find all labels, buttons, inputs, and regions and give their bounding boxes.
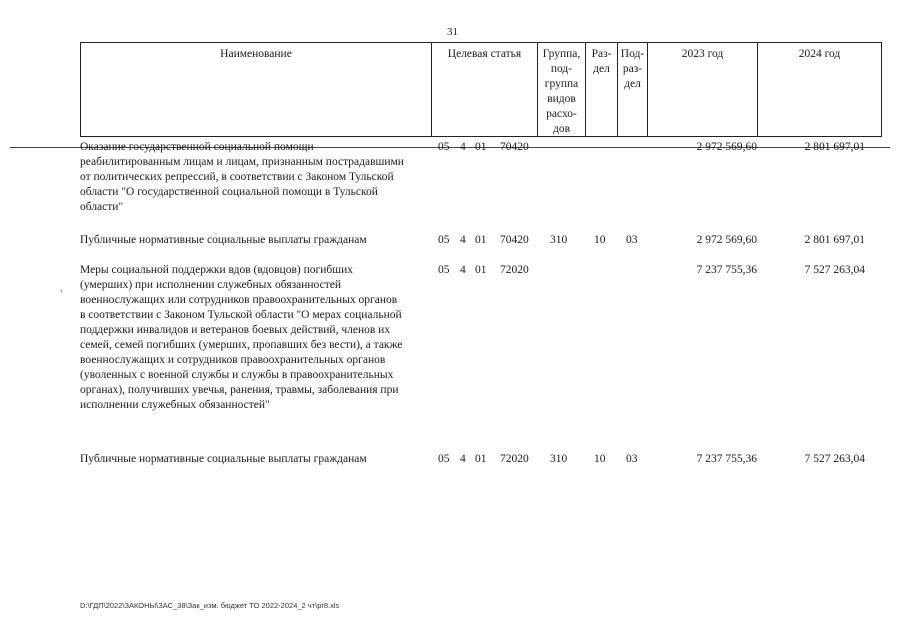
- amount-2024: 2 801 697,01: [804, 141, 865, 153]
- table-header: [80, 42, 882, 137]
- subsection: 03: [626, 453, 638, 465]
- header-year-2024: 2024 год: [798, 48, 841, 60]
- header-year-2023: 2023 год: [648, 43, 758, 136]
- target-code-part: 01: [475, 264, 487, 276]
- target-code-part: 4: [460, 141, 466, 153]
- target-code-part: 01: [475, 453, 487, 465]
- row-name: Публичные нормативные социальные выплаты гражданам: [80, 234, 367, 246]
- margin-mark: ,: [60, 283, 63, 294]
- target-code-part: 05: [438, 234, 450, 246]
- target-code-part: 72020: [500, 453, 529, 465]
- row-name: Оказание государственной социальной помощи реабилитированным лицам и лицам, признанным пострадавшими от политических репрессий, в соответствии с Законом Тульской области "О государственной социальной помощи в Тульской области": [80, 141, 404, 213]
- header-subsection: Под- раз- дел: [618, 43, 648, 136]
- target-code-part: 01: [475, 141, 487, 153]
- header-name: Наименование: [81, 43, 432, 136]
- target-code-part: 72020: [500, 264, 529, 276]
- header-expense-group: Группа, под- группа видов расхо- дов: [538, 43, 586, 136]
- file-path-footer: D:\ГДП\2022\ЗАКОНЫ\ЗАС_38\Зак_изм. бюджет ТО 2022-2024_2 чт\pr8.xls: [80, 601, 340, 610]
- amount-2024: 7 527 263,04: [804, 264, 865, 276]
- target-code-part: 70420: [500, 141, 529, 153]
- section: 10: [594, 453, 606, 465]
- header-section: Раз- дел: [586, 43, 618, 136]
- target-code-part: 05: [438, 453, 450, 465]
- amount-2023: 7 237 755,36: [696, 264, 757, 276]
- target-code-part: 05: [438, 264, 450, 276]
- amount-2023: 2 972 569,60: [696, 141, 757, 153]
- amount-2024: 2 801 697,01: [804, 234, 865, 246]
- amount-2023: 7 237 755,36: [696, 453, 757, 465]
- target-code-part: 4: [460, 264, 466, 276]
- row-name: Публичные нормативные социальные выплаты гражданам: [80, 453, 367, 465]
- subsection: 03: [626, 234, 638, 246]
- target-code-part: 4: [460, 234, 466, 246]
- target-code-part: 01: [475, 234, 487, 246]
- amount-2024: 7 527 263,04: [804, 453, 865, 465]
- page-number: 31: [447, 26, 458, 38]
- expense-group: 310: [550, 453, 568, 465]
- target-code-part: 70420: [500, 234, 529, 246]
- target-code-part: 4: [460, 453, 466, 465]
- target-code-part: 05: [438, 141, 450, 153]
- amount-2023: 2 972 569,60: [696, 234, 757, 246]
- section: 10: [594, 234, 606, 246]
- row-name: Меры социальной поддержки вдов (вдовцов) погибших (умерших) при исполнении служебных обязанностей военнослужащих или сотрудников правоохранительных органов в соответствии с Законом Тульской области "О мерах социальной поддержки инвалидов и ветеранов боевых действий, членов их семей, семей погибших (умерших, пропавших без вести), а также военнослужащих и сотрудников правоохранительных органов (уволенных с военной службы и службы в правоохранительных органах), получивших увечья, ранения, травмы, заболевания при исполнении служебных обязанностей": [80, 264, 403, 411]
- expense-group: 310: [550, 234, 568, 246]
- header-target-article: Целевая статья: [432, 43, 538, 136]
